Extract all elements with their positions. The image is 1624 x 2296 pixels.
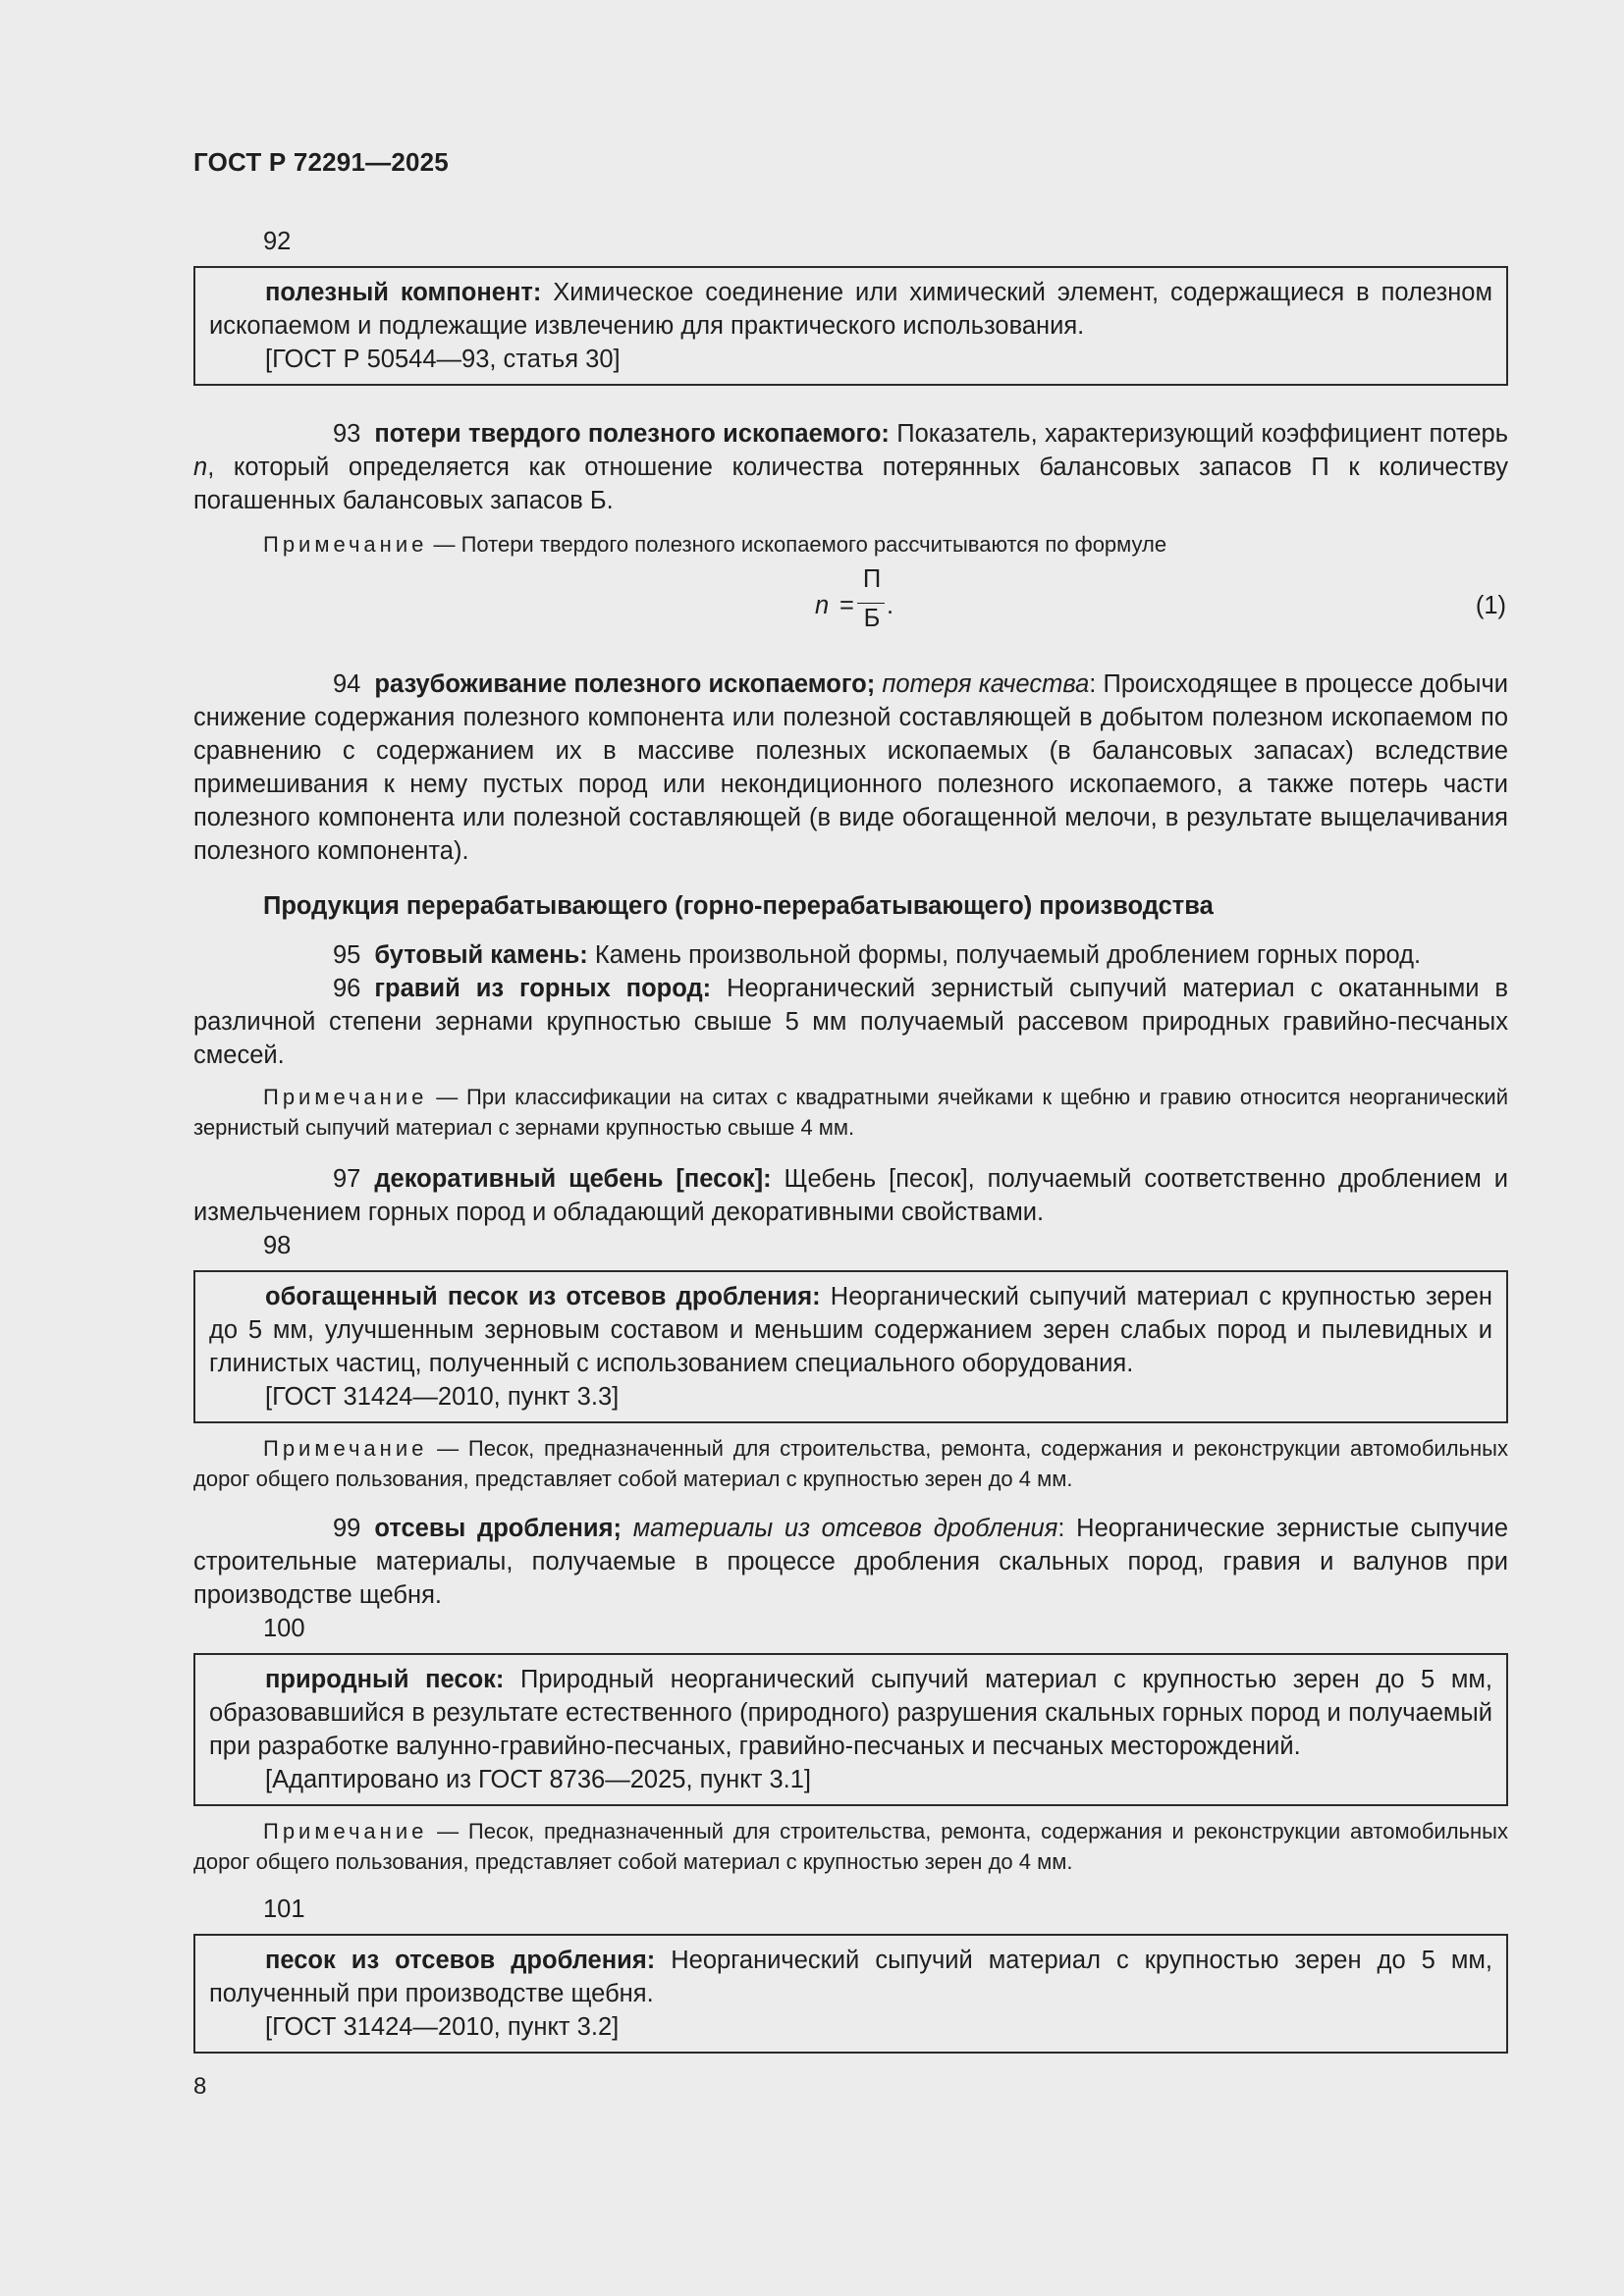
note-label: Примечание bbox=[263, 1436, 428, 1461]
term-97-98-block bbox=[193, 1162, 1508, 1494]
term-synonym: материалы из отсевов дробления bbox=[632, 1515, 1058, 1542]
term-95-definition: 95 бутовый камень: Камень произвольной формы, получаемый дроблением горных пород. bbox=[193, 938, 1508, 972]
term-99-definition: 99 отсевы дробления; материалы из отсевов дробления: Неорганические зернистые сыпучие строительные материалы, получаемые в процессе дробления скальных пород, гравия и валунов при производстве щебня. bbox=[193, 1512, 1508, 1612]
term-note: Примечание — Песок, предназначенный для строительства, ремонта, содержания и реконструкции автомобильных дорог общего пользования, представляет собой материал с крупностью зерен до 4 мм. bbox=[193, 1436, 1508, 1491]
term-number: 94 bbox=[333, 670, 361, 698]
term-96-definition: 96 гравий из горных пород: Неорганический зернистый сыпучий материал с окатанными в различной степени зернами крупностью свыше 5 мм получаемый рассевом природных гравийно-песчаных смесей. bbox=[193, 972, 1508, 1072]
term-92-block bbox=[193, 225, 1508, 386]
section-heading: Продукция перерабатывающего (горно-перерабатывающего) производства bbox=[263, 892, 1214, 920]
quoted-definition-box bbox=[193, 1653, 1508, 1806]
term-title: гравий из горных пород: bbox=[374, 975, 712, 1002]
formula-equals: = bbox=[839, 592, 854, 619]
term-title: разубоживание полезного ископаемого; bbox=[374, 670, 876, 698]
standard-header: ГОСТ Р 72291—2025 bbox=[193, 147, 449, 177]
term-number: 92 bbox=[263, 228, 292, 255]
term-title: бутовый камень: bbox=[374, 941, 588, 969]
term-93-block bbox=[193, 417, 1508, 644]
term-source: [ГОСТ 31424—2010, пункт 3.2] bbox=[265, 2013, 620, 2041]
term-note: Примечание — Потери твердого полезного ископаемого рассчитываются по формуле bbox=[263, 532, 1167, 557]
term-synonym: потеря качества bbox=[882, 670, 1090, 698]
note-label: Примечание bbox=[263, 1085, 428, 1109]
quoted-definition-box bbox=[193, 266, 1508, 386]
term-note: Примечание — При классификации на ситах с квадратными ячейками к щебню и гравию относится неорганический зернистый сыпучий материал с зернами крупностью свыше 4 мм. bbox=[193, 1085, 1508, 1140]
term-number: 100 bbox=[263, 1615, 305, 1642]
formula-denominator: Б bbox=[863, 605, 881, 632]
term-definition: полезный компонент: Химическое соединение или химический элемент, содержащиеся в полезном ископаемом и подлежащие извлечению для практического использования. bbox=[209, 279, 1492, 340]
formula-1: n = П Б . (1) bbox=[815, 565, 1506, 632]
term-source: [ГОСТ Р 50544—93, статья 30] bbox=[265, 346, 621, 373]
quoted-definition-box bbox=[193, 1934, 1508, 2054]
term-94-block bbox=[193, 667, 1508, 868]
term-title: обогащенный песок из отсевов дробления: bbox=[265, 1283, 821, 1310]
quoted-definition-box bbox=[193, 1270, 1508, 1423]
term-99-100-block bbox=[193, 1512, 1508, 1877]
term-definition: песок из отсевов дробления: Неорганический сыпучий материал с крупностью зерен до 5 мм, полученный при производстве щебня. bbox=[209, 1947, 1492, 2007]
note-label: Примечание bbox=[263, 532, 428, 557]
term-number: 96 bbox=[333, 975, 361, 1002]
formula-numerator: П bbox=[862, 565, 882, 593]
term-number: 98 bbox=[263, 1232, 292, 1259]
formula-number: (1) bbox=[1475, 592, 1506, 619]
term-title: природный песок: bbox=[265, 1666, 505, 1693]
term-number: 93 bbox=[333, 420, 361, 448]
term-101-block bbox=[193, 1893, 1508, 2054]
term-title: песок из отсевов дробления: bbox=[265, 1947, 656, 1974]
term-title: потери твердого полезного ископаемого: bbox=[374, 420, 890, 448]
term-definition: обогащенный песок из отсевов дробления: Неорганический сыпучий материал с крупностью зерен до 5 мм, улучшенным зерновым составом и меньшим содержанием зерен слабых пород и пылевидных и глинистых частиц, полученный с использованием специального оборудования. bbox=[209, 1283, 1492, 1377]
term-note: Примечание — Песок, предназначенный для строительства, ремонта, содержания и реконструкции автомобильных дорог общего пользования, представляет собой материал с крупностью зерен до 4 мм. bbox=[193, 1819, 1508, 1874]
term-source: [ГОСТ 31424—2010, пункт 3.3] bbox=[265, 1383, 620, 1411]
fraction-bar bbox=[857, 603, 885, 604]
formula-lhs: n bbox=[815, 592, 830, 619]
term-number: 97 bbox=[333, 1165, 361, 1193]
term-number: 101 bbox=[263, 1896, 305, 1923]
term-definition: 93 потери твердого полезного ископаемого: Показатель, характеризующий коэффициент потерь n, который определяется как отношение количества потерянных балансовых запасов П к количеству погашенных балансовых запасов Б. bbox=[193, 417, 1508, 517]
term-number: 99 bbox=[333, 1515, 361, 1542]
page-number: 8 bbox=[193, 2073, 207, 2100]
term-number: 95 bbox=[333, 941, 361, 969]
term-source: [Адаптировано из ГОСТ 8736—2025, пункт 3.1] bbox=[265, 1766, 812, 1793]
term-definition: природный песок: Природный неорганический сыпучий материал с крупностью зерен до 5 мм, образовавшийся в результате естественного (природного) разрушения скальных горных пород и получаемый при разработке валунно-гравийно-песчаных, гравийно-песчаных и песчаных месторождений. bbox=[209, 1666, 1492, 1760]
term-definition: 94 разубоживание полезного ископаемого; потеря качества: Происходящее в процессе добычи снижение содержания полезного компонента или полезной составляющей в добытом полезном ископаемом по сравнению с содержанием их в массиве полезных ископаемых (в балансовых запасах) вследствие примешивания к нему пустых пород или некондиционного полезного ископаемого, а также потерь части полезного компонента или полезной составляющей (в виде обогащенной мелочи, в результате выщелачивания полезного компонента). bbox=[193, 667, 1508, 868]
term-97-definition: 97 декоративный щебень [песок]: Щебень [песок], получаемый соответственно дроблением и измельчением горных пород и обладающий декоративными свойствами. bbox=[193, 1162, 1508, 1229]
term-title: отсевы дробления; bbox=[374, 1515, 622, 1542]
term-title: декоративный щебень [песок]: bbox=[374, 1165, 772, 1193]
term-title: полезный компонент: bbox=[265, 279, 542, 306]
note-label: Примечание bbox=[263, 1819, 428, 1843]
term-95-96-block bbox=[193, 938, 1508, 1143]
